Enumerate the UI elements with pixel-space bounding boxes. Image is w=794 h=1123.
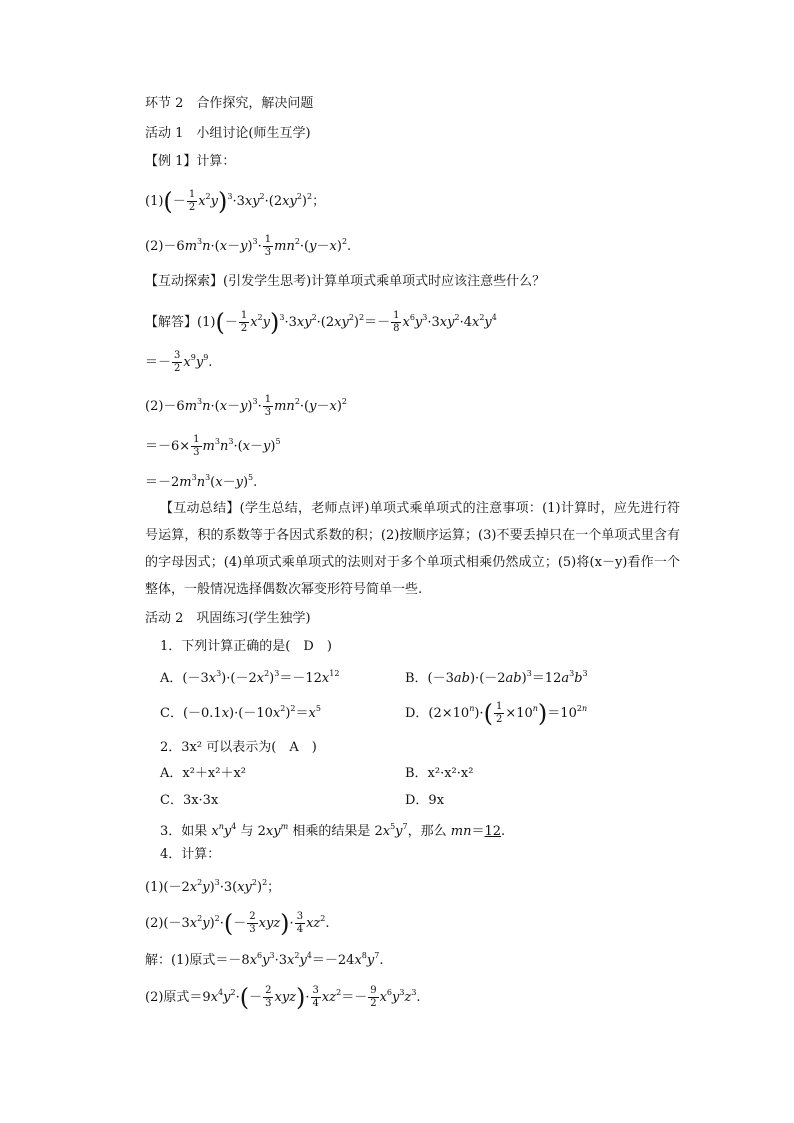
solution-part2: (2)原式$=9x^4y^2\cdot(-$ $\frac{2}{3}$ xyz)· $\frac{3}{4}$ $xz^2=-$ $\frac{9}{2}$ $x^6y^3z^3$. [145,983,421,1012]
fraction: $\frac{1}{2}$ [495,701,503,725]
q4-stem: 4．计算： [160,847,221,862]
fraction: $\frac{9}{2}$ [370,985,377,1009]
fraction: $\frac{1}{2}$ [240,310,248,334]
fraction: $\frac{1}{8}$ [393,310,400,334]
fraction: $\frac{1}{3}$ [264,394,272,418]
activity2-heading: 活动 2 巩固练习(学生独学) [145,611,311,626]
q2-stem: 2．3x² 可以表示为( A ) [160,740,317,755]
q4-part2: $(2)(-3x^2y)^2\cdot(-$ $\frac{2}{3}$ xyz)· $\frac{3}{4}$ $xz^2$. [145,909,330,938]
fraction: $\frac{2}{3}$ [249,911,256,935]
answer-part1-result: ＝－ $\frac{3}{2}$ $x^9y^9$. [145,350,213,374]
answer-part2-result: $=-2m^3n^3(x-y)^5$. [145,473,258,490]
summary-text: (学生总结，老师点评)单项式乘单项式的注意事项：(1)计算时，应先进行符号运算，积的系数等于各因式系数的积；(2)按顺序运算；(3)不要丢掉只在一个单项式里含有的字母因式；(4)单项式乘单项式的法则对于多个单项式相乘仍然成立；(5)将(x－y)看作一个整体，一般情况选择偶数次幂变形符号简单一些. [145,501,680,597]
explore-text: (引发学生思考)计算单项式乘单项式时应该注意些什么？ [223,274,546,289]
explore-label: 【互动探索】 [145,274,224,289]
q2-option-d: D．9x [405,793,445,808]
solution-label: 解： [145,953,172,968]
section-heading: 环节 2 合作探究，解决问题 [145,96,314,111]
q3: 3．如果 $x^ny^4$ 与 $2xy^m$ 相乘的结果是 $2x^5y^7$，那么 mn＝12. [160,822,506,839]
answer-part1: 【解答】(1)(－ $\frac{1}{2}$ $x^2y)^3\cdot 3xy^2\cdot(2xy^2)^2=-$ $\frac{1}{8}$ $x^6y^3\cdot 3xy^2\cdot 4x^2y^4$ [145,308,497,337]
fraction: $\frac{3}{2}$ [174,350,181,374]
fraction: $\frac{3}{4}$ [296,911,304,935]
q1-stem: 1．下列计算正确的是( D ) [160,639,332,654]
example1-part2: $(2)-6m^3n\cdot(x-y)^3\cdot$ $\frac{1}{3}$ $mn^2\cdot(y-x)^2$. [145,234,352,258]
q1-answer: D [303,639,314,654]
solution-part1: 解：(1)原式$=-8x^6y^3\cdot 3x^2y^4=-24x^8y^7$. [145,951,384,968]
q3-answer: 12 [484,824,502,839]
explore [145,272,545,292]
example1-label: 【例 1】 [145,154,197,169]
fraction: $\frac{1}{3}$ [264,234,272,258]
q1-option-a: A．$(-3x^3)\cdot(-2x^2)^3=-12x^{12}$ [160,669,340,686]
q2-answer: A [289,740,299,755]
q2-option-c: C．3x·3x [160,793,219,808]
example1 [145,152,235,172]
q1-option-d: D．$(2\times 10^n)\cdot$( $\frac{1}{2}$ $\times 10^n)=10^{2n}$ [405,699,588,728]
summary-label: 【互动总结】 [160,501,240,516]
summary [145,495,680,603]
q2-option-a: A．x²＋x²＋x² [160,766,247,781]
example1-text: 计算： [196,154,236,169]
fraction: $\frac{3}{4}$ [312,985,319,1009]
q2-option-b: B．x²·x²·x² [405,766,474,781]
fraction: $\frac{1}{3}$ [193,434,200,458]
activity1-heading: 活动 1 小组讨论(师生互学) [145,126,311,141]
q4-part1: $(1)(-2x^2y)^3\cdot 3(xy^2)^2$； [145,878,281,895]
fraction: $\frac{2}{3}$ [265,985,272,1009]
q1-option-b: B．$(-3ab)\cdot(-2ab)^3=12a^3b^3$ [405,669,588,686]
answer-part2: $(2)-6m^3n\cdot(x-y)^3\cdot$ $\frac{1}{3}$ $mn^2\cdot(y-x)^2$ [145,394,348,418]
answer-part2-step: ＝－6× $\frac{1}{3}$ $m^3n^3\cdot(x-y)^5$ [145,434,281,458]
fraction: $\frac{1}{2}$ [188,189,196,213]
q1-option-c: C．$(-0.1x)\cdot(-10x^2)^2=x^5$ [160,704,321,721]
answer-label: 【解答】 [145,315,198,330]
example1-part1: (1)(－ $\frac{1}{2}$ $x^2y)^3\cdot 3xy^2\cdot(2xy^2)^2$； [145,187,326,216]
